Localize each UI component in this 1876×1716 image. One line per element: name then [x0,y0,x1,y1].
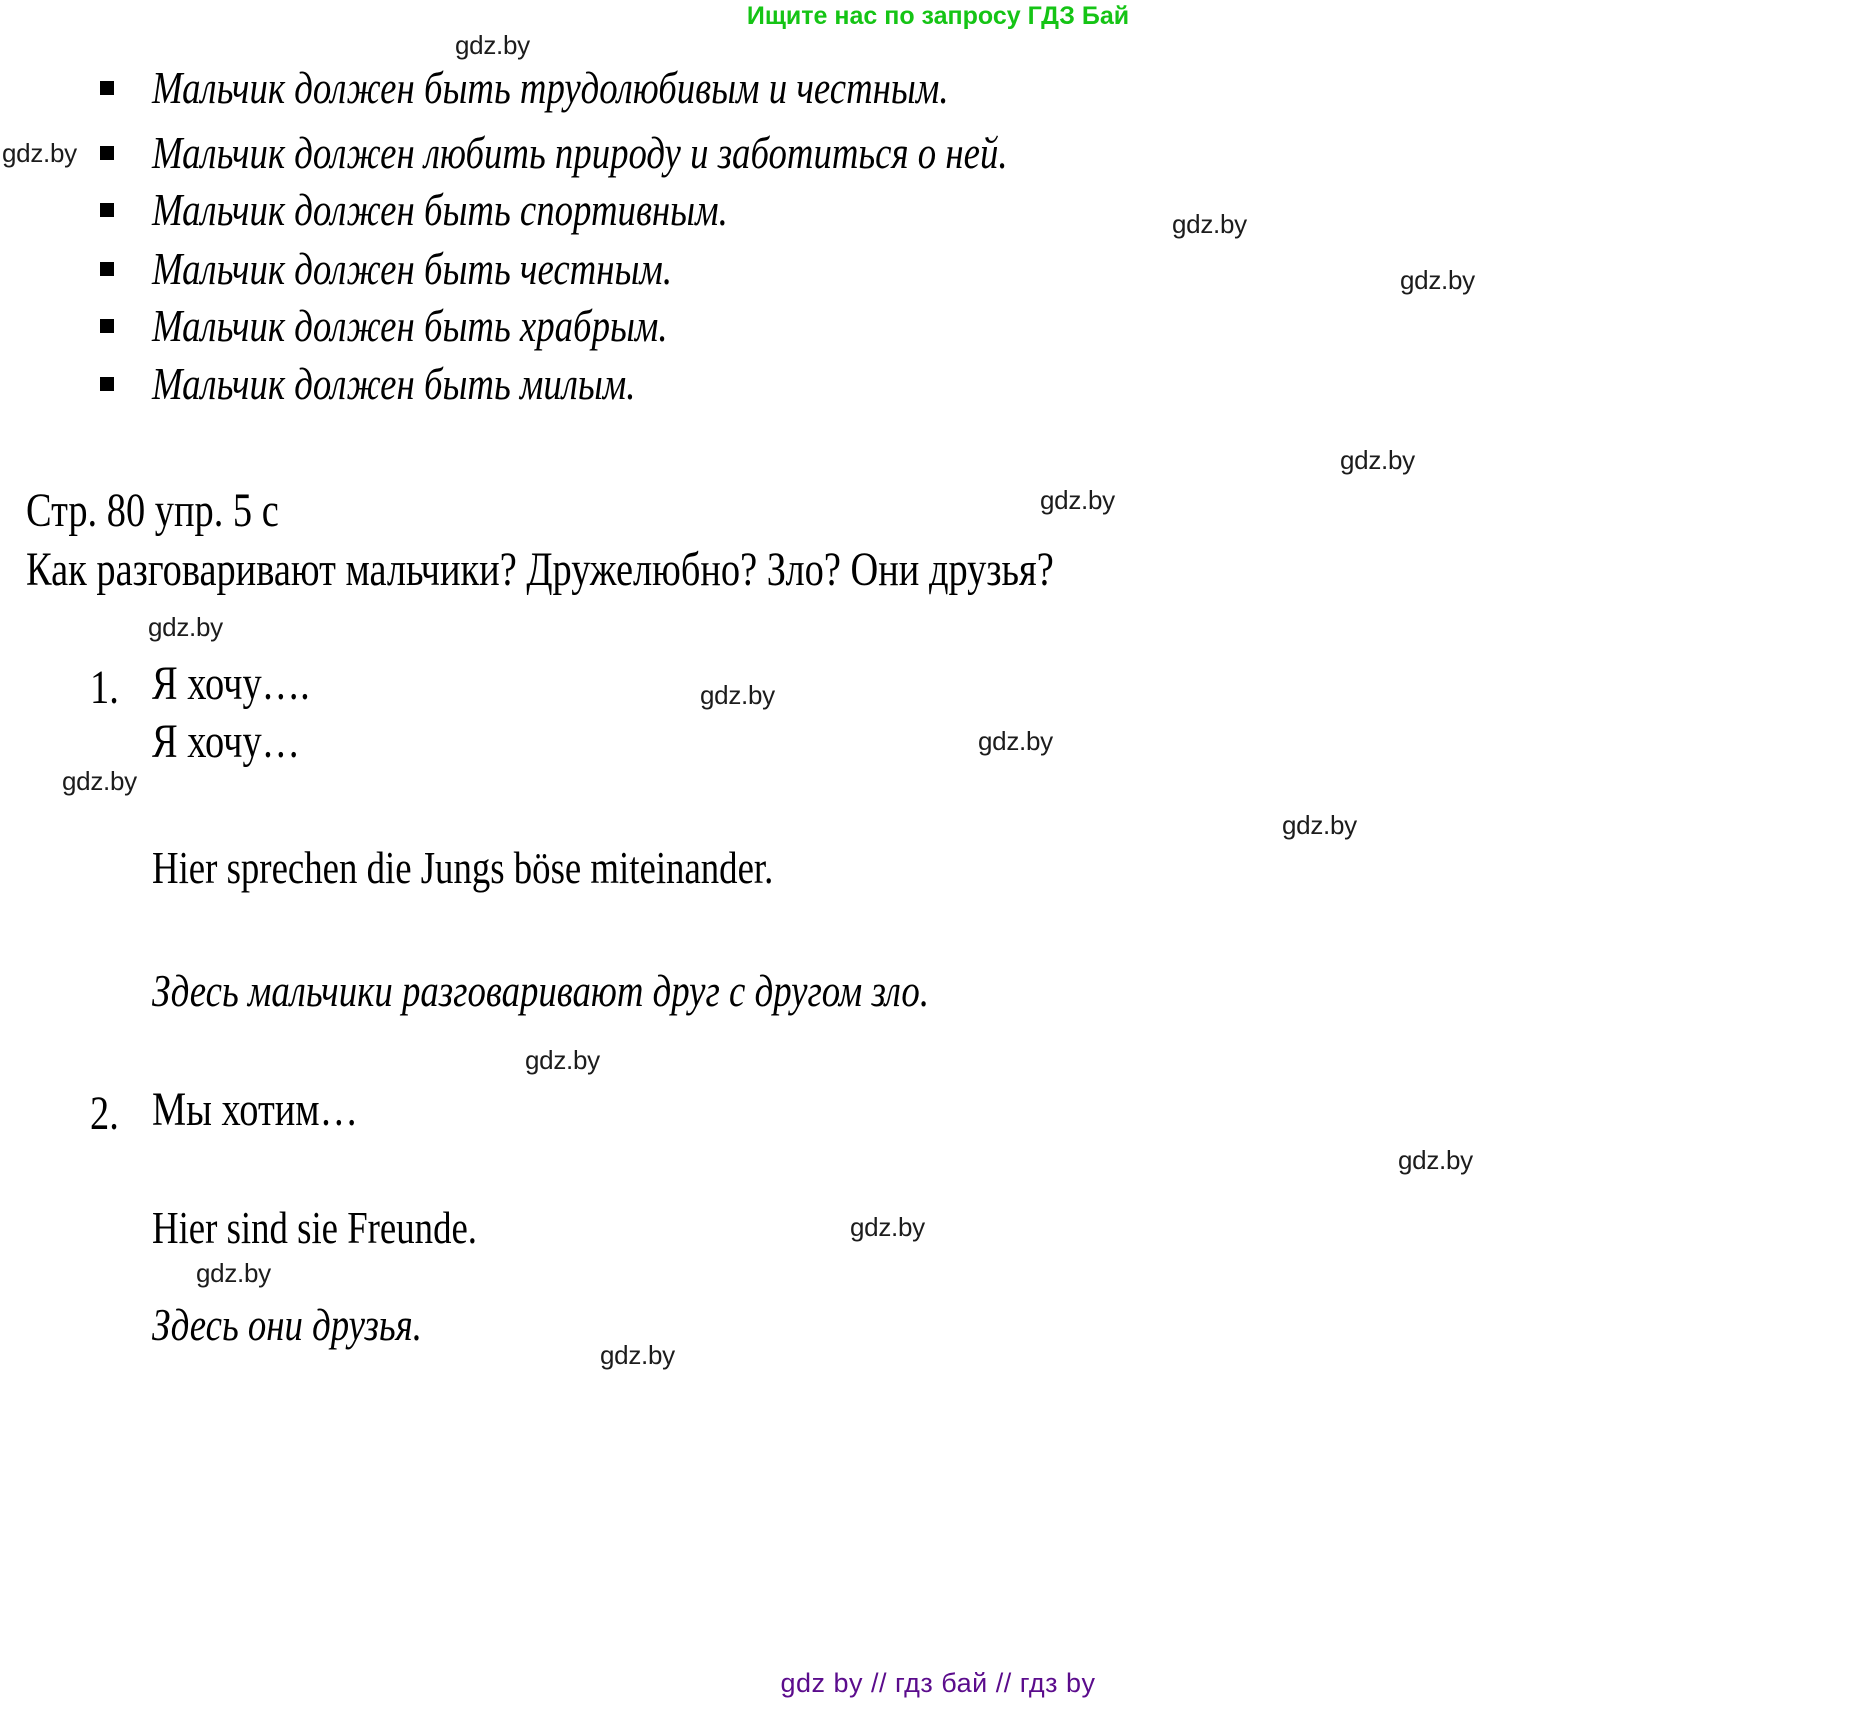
watermark: gdz.by [600,1340,675,1370]
watermark: gdz.by [700,680,775,710]
item-2-german-answer: Hier sind sie Freunde. [152,1202,478,1253]
list-item: Мальчик должен быть спортивным. [152,184,728,235]
item-2-russian-translation: Здесь они друзья. [152,1299,422,1350]
bullet-square-icon [100,203,114,217]
list-item: Мальчик должен быть честным. [152,243,673,294]
site-banner: Ищите нас по запросу ГДЗ Бай [746,2,1130,30]
watermark: gdz.by [1340,445,1415,475]
bullet-square-icon [100,146,114,160]
list-item: Мальчик должен любить природу и заботиться о ней. [152,127,1008,178]
footer-links[interactable]: gdz by // гдз бай // гдз by [780,1668,1096,1698]
bullet-square-icon [100,377,114,391]
item-2-prompt: Мы хотим… [152,1083,359,1136]
item-1-prompt: Я хочу…. [152,657,310,710]
list-item: Мальчик должен быть трудолюбивым и честным. [152,62,949,113]
watermark: gdz.by [1040,485,1115,515]
list-item: Мальчик должен быть храбрым. [152,300,668,351]
item-1-russian-translation: Здесь мальчики разговаривают друг с другом зло. [152,965,930,1016]
item-number-2: 2. [90,1087,119,1140]
exercise-heading: Стр. 80 упр. 5 c [26,484,279,537]
bullet-square-icon [100,81,114,95]
watermark: gdz.by [978,726,1053,756]
item-number-1: 1. [90,661,119,714]
watermark: gdz.by [1398,1145,1473,1175]
item-1-german-answer: Hier sprechen die Jungs böse miteinander. [152,842,774,893]
watermark: gdz.by [1172,209,1247,239]
watermark: gdz.by [196,1258,271,1288]
bullet-square-icon [100,262,114,276]
watermark: gdz.by [525,1045,600,1075]
watermark: gdz.by [455,30,530,60]
watermark: gdz.by [1400,265,1475,295]
item-1-prompt-repeat: Я хочу… [152,715,301,768]
watermark: gdz.by [850,1212,925,1242]
watermark: gdz.by [2,138,77,168]
watermark: gdz.by [1282,810,1357,840]
bullet-square-icon [100,319,114,333]
watermark: gdz.by [62,766,137,796]
list-item: Мальчик должен быть милым. [152,358,636,409]
watermark: gdz.by [148,612,223,642]
exercise-question: Как разговаривают мальчики? Дружелюбно? Зло? Они друзья? [26,543,1054,596]
